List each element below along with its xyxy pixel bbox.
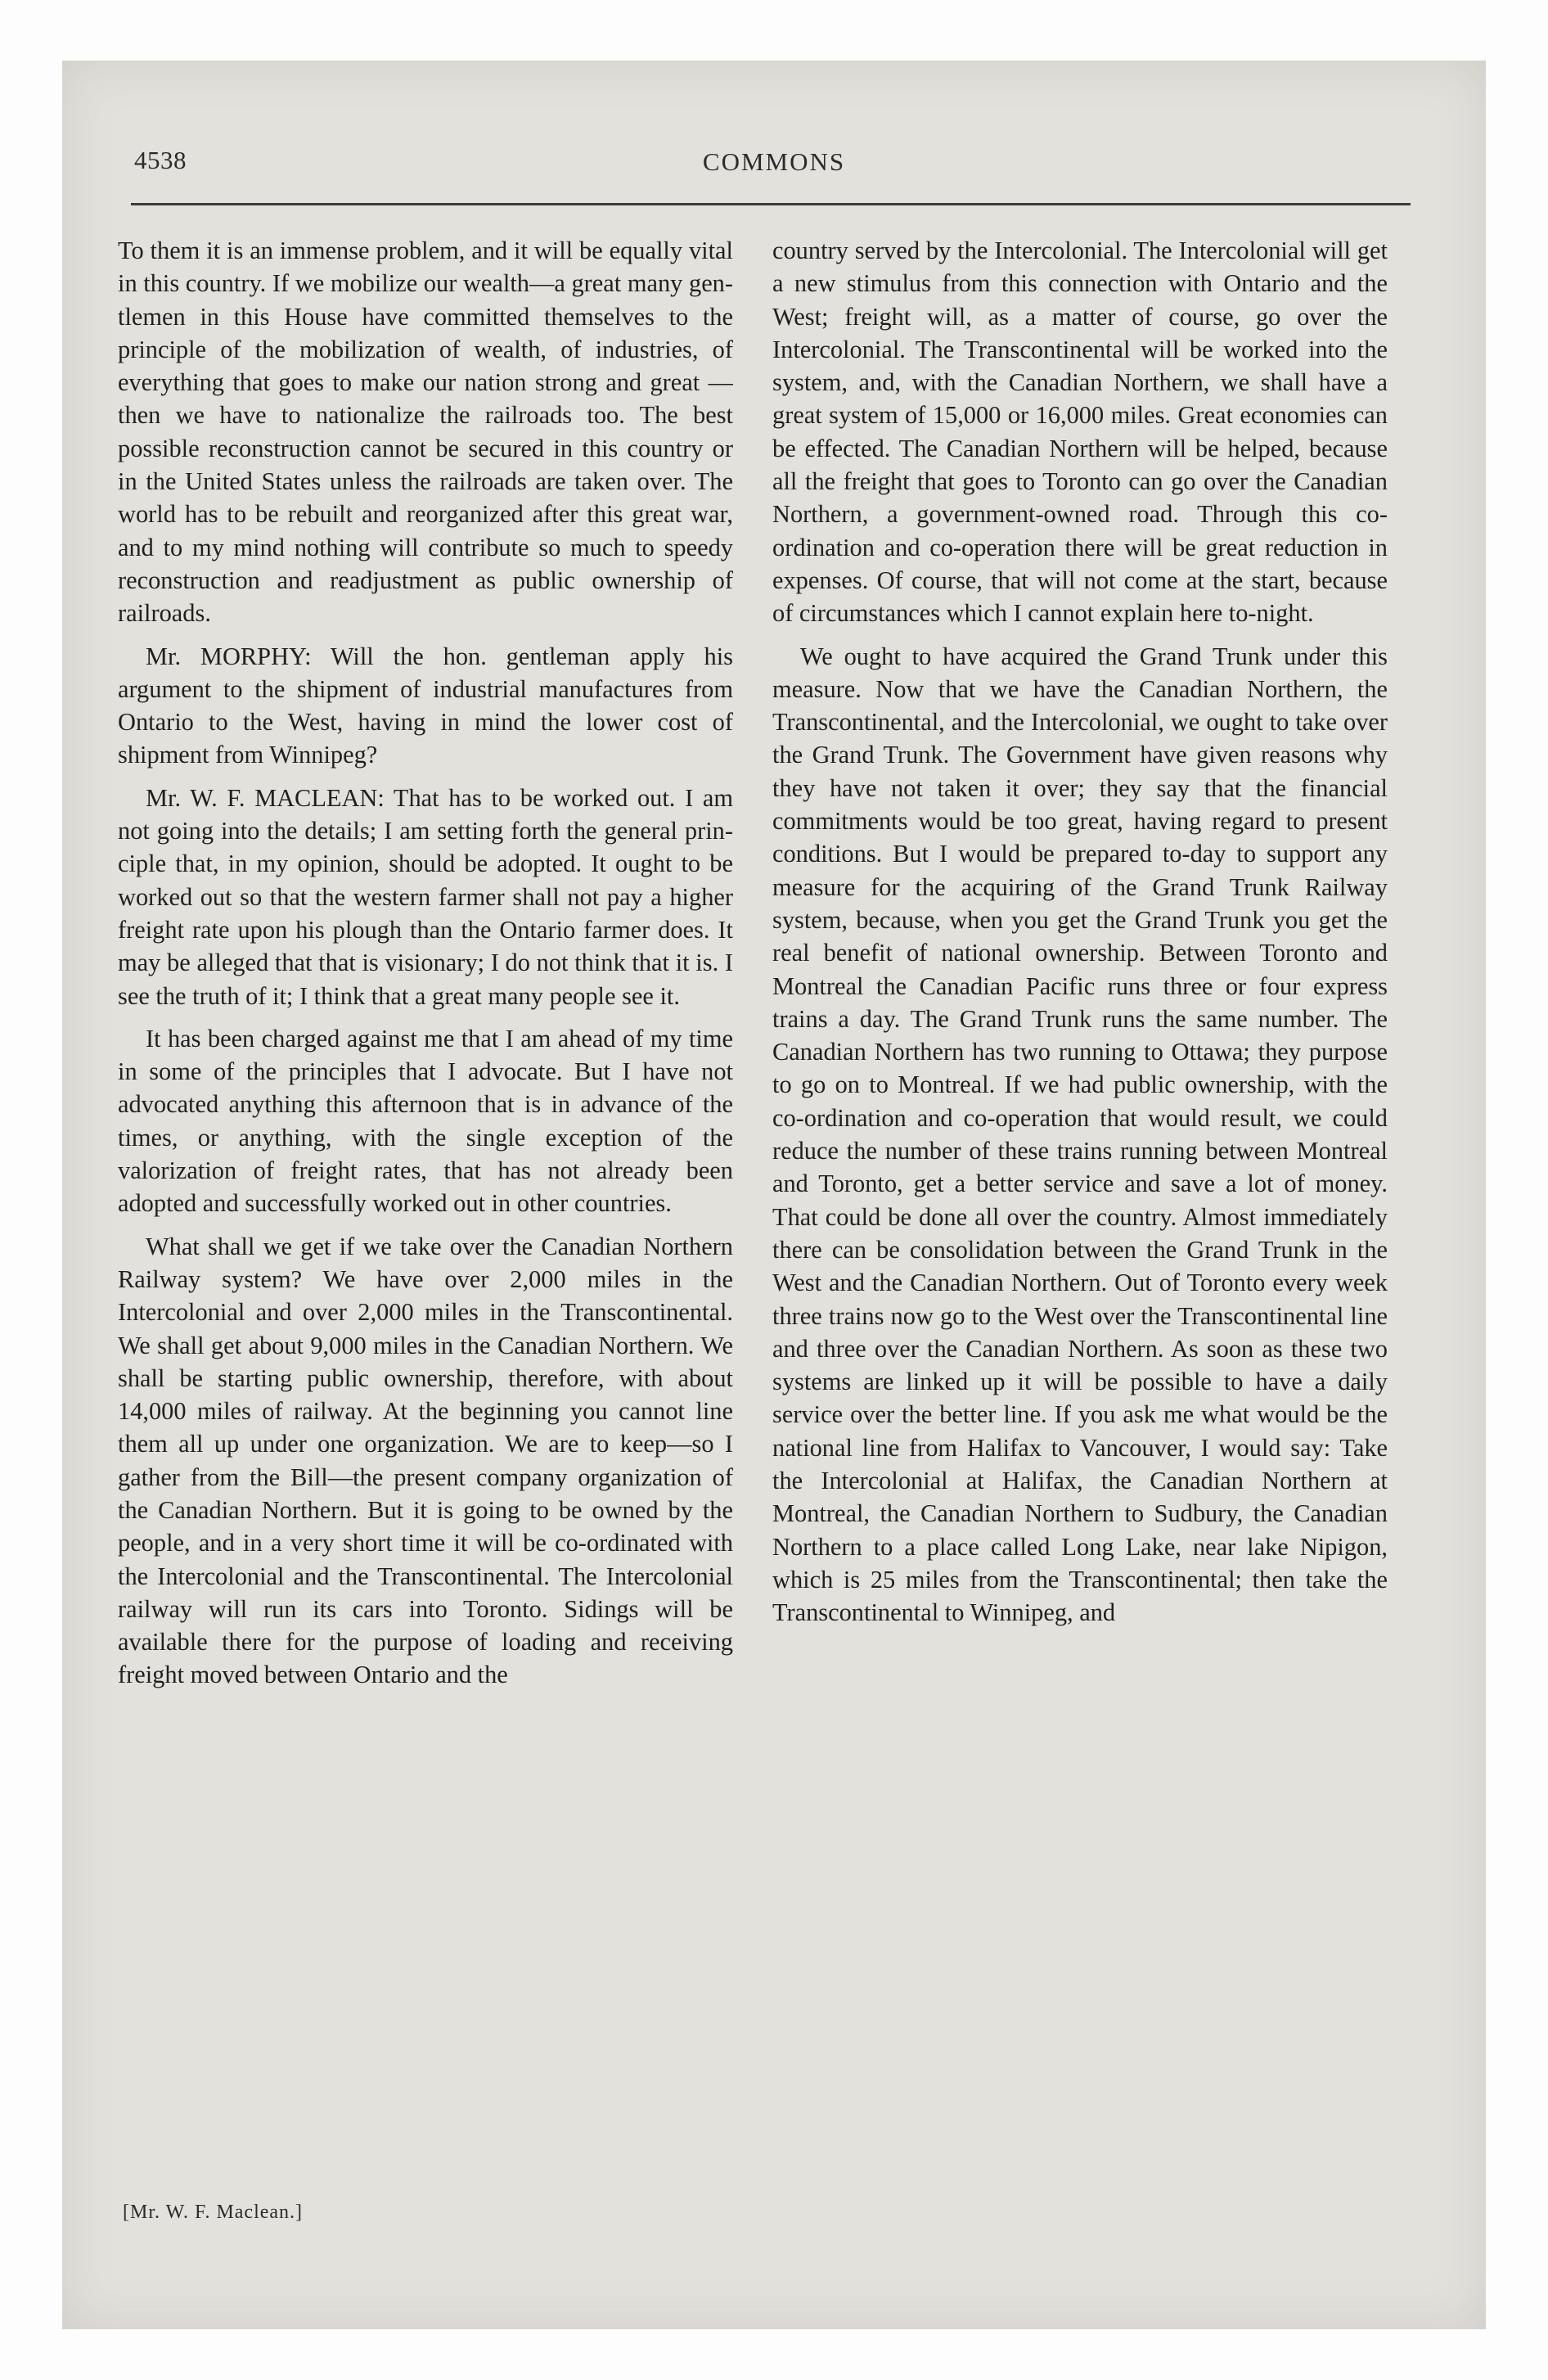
paragraph: country served by the Intercolonial. The Intercolonial will get a new stimulus from this connection with Ontario and the West; freight will, as a matter of course, go over the Intercolonial. The Transcontinental will be worked into the system, and, with the Canadian Northern, we shall have a great system of 15,000 or 16,000 miles. Great economies can be effected. The Canadian Northern will be helped, because all the freight that goes to Toronto can go over the Canadian Northern, a government-owned road. Through this co-ordination and co-operation there will be great reduction in expenses. Of course, that will not come at the start, because of circumstances which I cannot explain here to-night. [772, 237, 1388, 628]
header-rule [131, 203, 1411, 205]
page-number: 4538 [134, 146, 187, 174]
speaker-footer: [Mr. W. F. Maclean.] [123, 2202, 304, 2223]
paragraph: It has been charged against me that I am ahead of my time in some of the principles that I advocate. But I have not advocated anything this afternoon that is in advance of the times, or anything, with the single exception of the valorization of freight rates, that has not already been adopted and successfully worked out in other countries. [118, 1024, 733, 1218]
left-column [118, 234, 733, 2223]
paragraph: Mr. W. F. MACLEAN: That has to be worked out. I am not going into the details; I am setting forth the general principle that, in my opinion, should be adopted. It ought to be worked out so that the western farmer shall not pay a higher freight rate upon his plough than the Ontario farmer does. It may be alleged that that is visionary; I do not think that it is. I see the truth of it; I think that a great many people see it. [118, 783, 733, 1010]
paragraph: What shall we get if we take over the Canadian Northern Railway system? We have over 2,000 miles in the Intercolonial and over 2,000 miles in the Transcontinental. We shall get about 9,000 miles in the Canadian Northern. We shall be starting public ownership, therefore, with about 14,000 miles of railway. At the beginning you cannot line them all up under one organization. We are to keep—so I gather from the Bill—the present company organization of the Canadian Northern. But it is going to be owned by the people, and in a very short time it will be co-ordinated with the Intercolonial and the Transcontinental. The Intercolonial railway will run its cars into Toronto. Sidings will be available there for the purpose of loading and receiving freight moved between Ontario and the [118, 1232, 733, 1689]
paragraph: To them it is an immense problem, and it will be equally vital in this country. If we mobilize our wealth—a great many gentlemen in this House have committed themselves to the principle of the mobilization of wealth, of industries, of everything that goes to make our nation strong and great —then we have to nationalize the railroads too. The best possible reconstruction cannot be secured in this country or in the United States unless the railroads are taken over. The world has to be rebuilt and reorganized after this great war, and to my mind nothing will contribute so much to speedy reconstruction and readjustment as public ownership of railroads. [118, 237, 733, 628]
right-column [772, 234, 1388, 2223]
paragraph: Mr. MORPHY: Will the hon. gentleman apply his argument to the shipment of industrial manufactures from Ontario to the West, having in mind the lower cost of shipment from Winnipeg? [118, 642, 733, 769]
paragraph: We ought to have acquired the Grand Trunk under this measure. Now that we have the Canadian Northern, the Transcontinental, and the Intercolonial, we ought to take over the Grand Trunk. The Government have given reasons why they have not taken it over; they say that the financial commitments would be too great, having regard to present conditions. But I would be prepared to-day to support any measure for the acquiring of the Grand Trunk Railway system, because, when you get the Grand Trunk you get the real benefit of national ownership. Between Toronto and Montreal the Canadian Pacific runs three or four express trains a day. The Grand Trunk runs the same number. The Canadian Northern has two running to Ottawa; they purpose to go on to Montreal. If we had public ownership, with the co-ordination and co-operation that would result, we could reduce the number of these trains running between Montreal and Toronto, get a better service and save a lot of money. That could be done all over the country. Almost immediately there can be consolidation between the Grand Trunk in the West and the Canadian Northern. Out of Toronto every week three trains now go to the West over the Transcontinental line and three over the Canadian Northern. As soon as these two systems are linked up it will be possible to have a daily service over the better line. If you ask me what would be the national line from Halifax to Vancouver, I would say: Take the Intercolonial at Halifax, the Canadian Northern at Montreal, the Canadian Northern to Sudbury, the Canadian Northern to a place called Long Lake, near lake Nipigon, which is 25 miles from the Transcontinental; then take the Transcontinental to Winnipeg, and [772, 642, 1388, 1627]
running-head: COMMONS [702, 147, 846, 176]
